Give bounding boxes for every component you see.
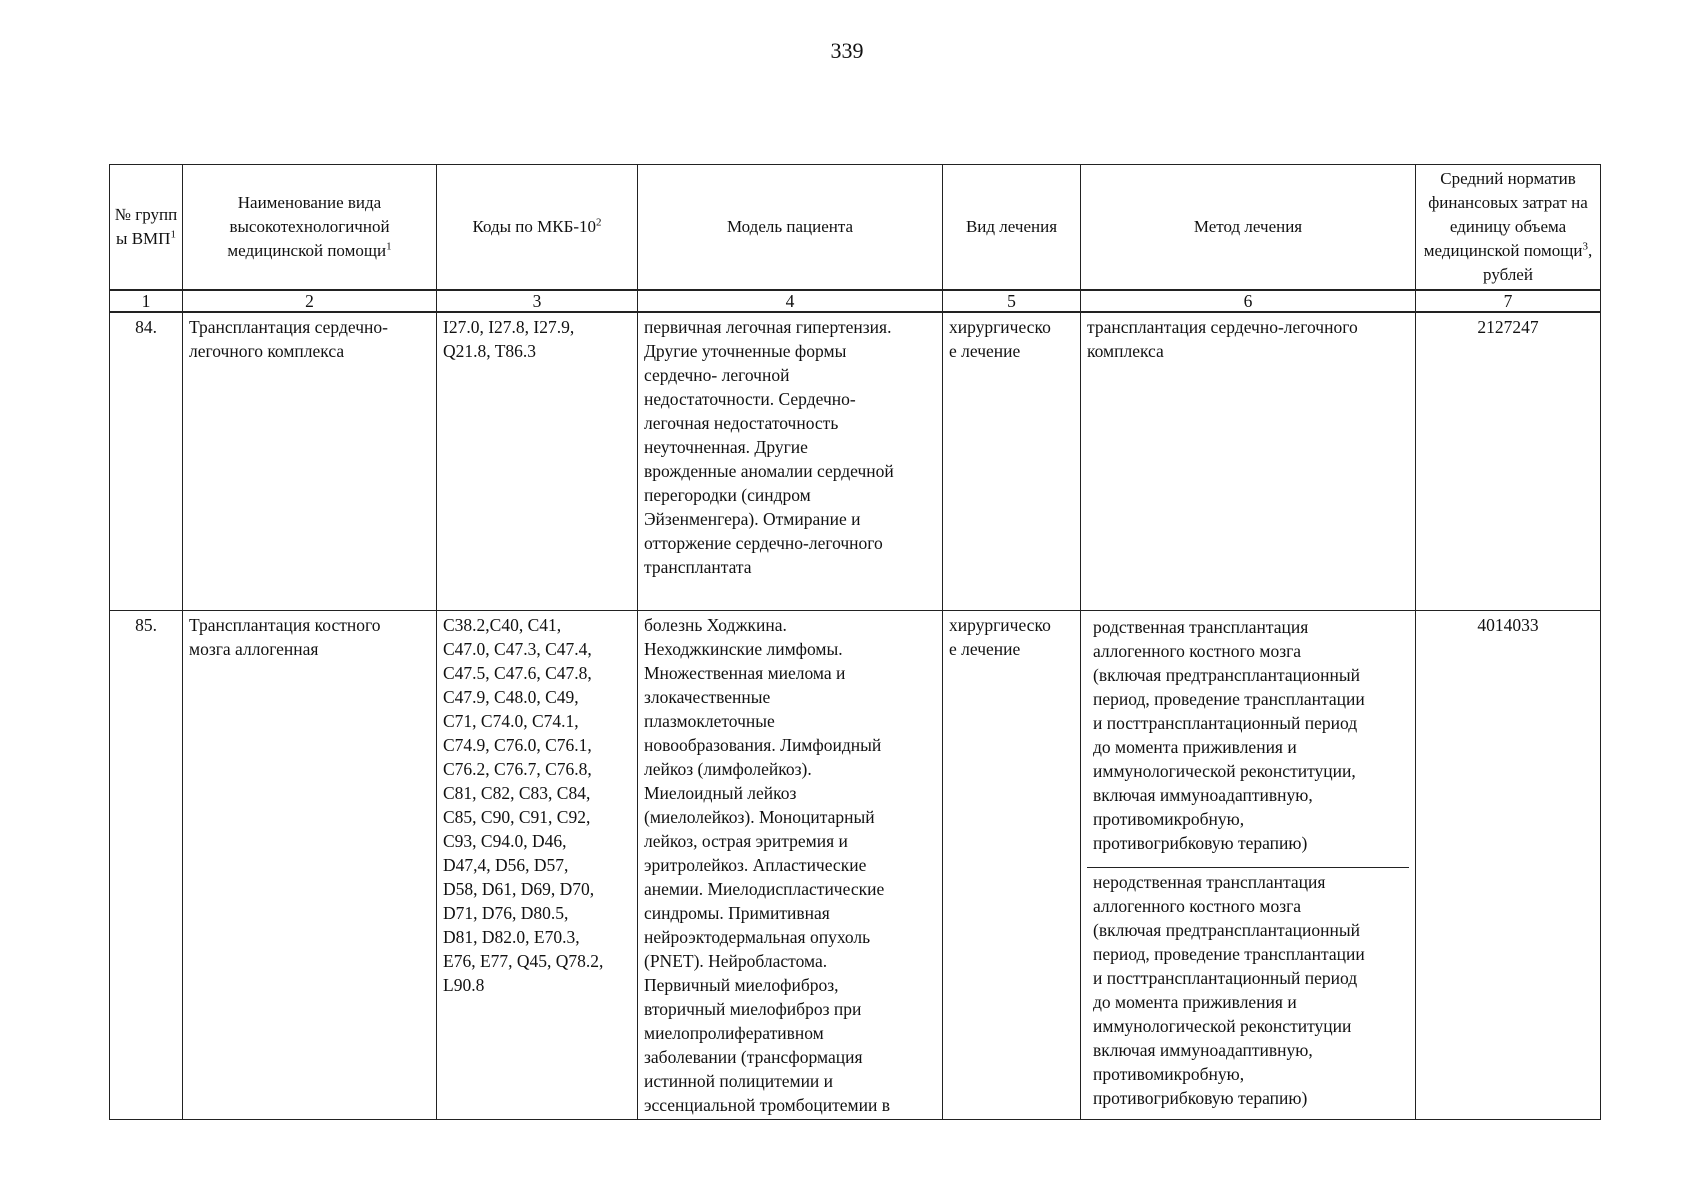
header-treatment-method: Метод лечения <box>1081 165 1416 291</box>
page-number: 339 <box>830 38 864 63</box>
icd-codes: I27.0, I27.8, I27.9, Q21.8, T86.3 <box>437 312 638 611</box>
column-number: 6 <box>1081 290 1416 312</box>
table-row <box>110 312 1601 611</box>
patient-model: первичная легочная гипертензия. Другие уточненные формы сердечно- легочной недостаточности. Сердечно- легочная недостаточность неуточненная. Другие врожденные аномалии сердечной перегородки (синдром Эйзенменгера). Отмирание и отторжение сердечно-легочного трансплантата <box>638 312 943 611</box>
cost-norm: 2127247 <box>1416 312 1601 611</box>
column-number: 2 <box>183 290 437 312</box>
header-group-number: № групп ы ВМП$^1$ <box>110 165 183 291</box>
header-icd-codes: Коды по МКБ-$10^2$ <box>437 165 638 291</box>
treatment-method-unrelated: неродственная трансплантация аллогенного костного мозга (включая предтрансплантационный период, проведение трансплантации и посттрансплантационный период до момента приживления и иммунологической реконституции включая иммуноадаптивную, противомикробную, противогрибковую терапию) <box>1087 867 1409 1112</box>
icd-codes: C38.2,C40, C41, C47.0, C47.3, C47.4, C47.5, C47.6, C47.8, C47.9, C48.0, C49, C71, C74.0, C74.1, C74.9, C76.0, C76.1, C76.2, C76.7, C76.8, C81, C82, C83, C84, C85, C90, C91, C92, C93, C94.0, D46, D47,4, D56, D57, D58, D61, D69, D70, D71, D76, D80.5, D81, D82.0, E70.3, E76, E77, Q45, Q78.2, L90.8 <box>437 611 638 1120</box>
treatment-method-related: родственная трансплантация аллогенного костного мозга (включая предтрансплантационный период, проведение трансплантации и посттрансплантационный период до момента приживления и иммунологической реконституции, включая иммуноадаптивную, противомикробную, противогрибковую терапию) <box>1093 617 1365 853</box>
column-number: 4 <box>638 290 943 312</box>
vmp-table <box>109 164 1601 1120</box>
group-number: 85. <box>110 611 183 1120</box>
column-number: 3 <box>437 290 638 312</box>
column-number: 5 <box>943 290 1081 312</box>
care-type-name: Трансплантация костного мозга аллогенная <box>183 611 437 1120</box>
cost-norm: 4014033 <box>1416 611 1601 1120</box>
column-numbers-row <box>110 290 1601 312</box>
patient-model: болезнь Ходжкина. Неходжкинские лимфомы. Множественная миелома и злокачественные плазмоклеточные новообразования. Лимфоидный лейкоз (лимфолейкоз). Миелоидный лейкоз (миелолейкоз). Моноцитарный лейкоз, острая эритремия и эритролейкоз. Апластические анемии. Миелодиспластические синдромы. Примитивная нейроэктодермальная опухоль (PNET). Нейробластома. Первичный миелофиброз, вторичный миелофиброз при миелопролиферативном заболевании (трансформация истинной полицитемии и эссенциальной тромбоцитемии в <box>638 611 943 1120</box>
care-type-name: Трансплантация сердечно- легочного комплекса <box>183 312 437 611</box>
header-cost-norm: Средний норматив финансовых затрат на единицу объема медицинской помощи$^3$, рублей <box>1416 165 1601 291</box>
treatment-method: трансплантация сердечно-легочного комплекса <box>1081 312 1416 611</box>
treatment-type: хирургическо е лечение <box>943 611 1081 1120</box>
header-patient-model: Модель пациента <box>638 165 943 291</box>
header-care-type: Наименование вида высокотехнологичной медицинской помощи$^1$ <box>183 165 437 291</box>
treatment-type: хирургическо е лечение <box>943 312 1081 611</box>
group-number: 84. <box>110 312 183 611</box>
column-number: 1 <box>110 290 183 312</box>
table-row <box>110 611 1601 1120</box>
header-row <box>110 165 1601 291</box>
header-treatment-type: Вид лечения <box>943 165 1081 291</box>
treatment-method-cell <box>1081 611 1416 1120</box>
column-number: 7 <box>1416 290 1601 312</box>
